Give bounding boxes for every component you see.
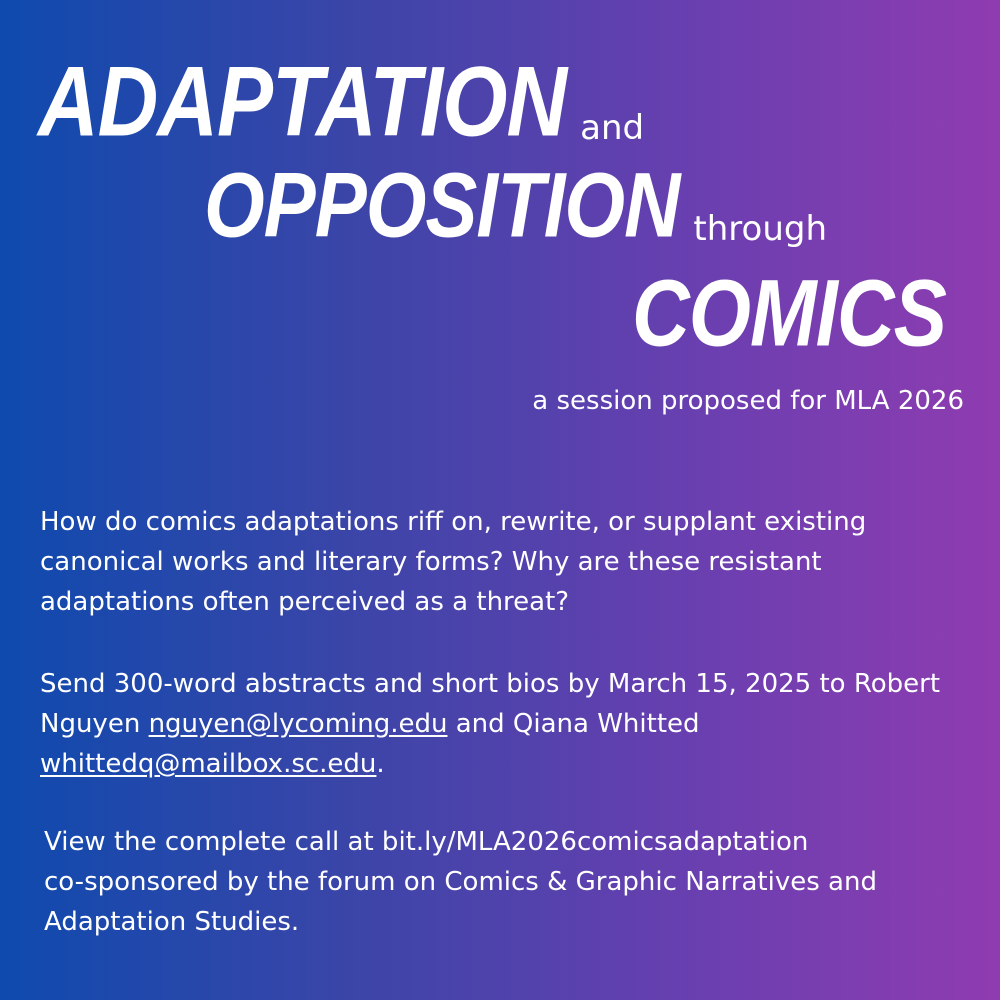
submission-lead: Send 300-word abstracts and short bios by March 15, 2025 to Robert Nguyen (40, 669, 941, 739)
title-conjunction-through: through (693, 209, 827, 249)
title-conjunction-and: and (580, 108, 645, 148)
call-link-text: View the complete call at bit.ly/MLA2026comicsadaptation (44, 827, 809, 857)
title-word-opposition: OPPOSITION (204, 152, 680, 257)
submission-middle: and Qiana Whitted (447, 709, 700, 739)
title-line-2 (204, 152, 827, 259)
email-link-whitted[interactable]: whittedq@mailbox.sc.edu (40, 749, 377, 779)
title-line-1 (38, 45, 645, 159)
title-line-3 (632, 260, 946, 368)
submission-paragraph (40, 664, 970, 784)
title-word-comics: COMICS (632, 260, 946, 366)
session-subtitle: a session proposed for MLA 2026 (532, 386, 964, 416)
title-word-adaptation: ADAPTATION (38, 45, 567, 157)
email-link-nguyen[interactable]: nguyen@lycoming.edu (148, 709, 448, 739)
footer-paragraph (44, 822, 974, 942)
sponsor-text: co-sponsored by the forum on Comics & Graphic Narratives and Adaptation Studies. (44, 867, 877, 937)
submission-end: . (376, 749, 385, 779)
intro-paragraph: How do comics adaptations riff on, rewrite, or supplant existing canonical works and literary forms? Why are these resistant adaptations often perceived as a threat? (40, 507, 867, 617)
